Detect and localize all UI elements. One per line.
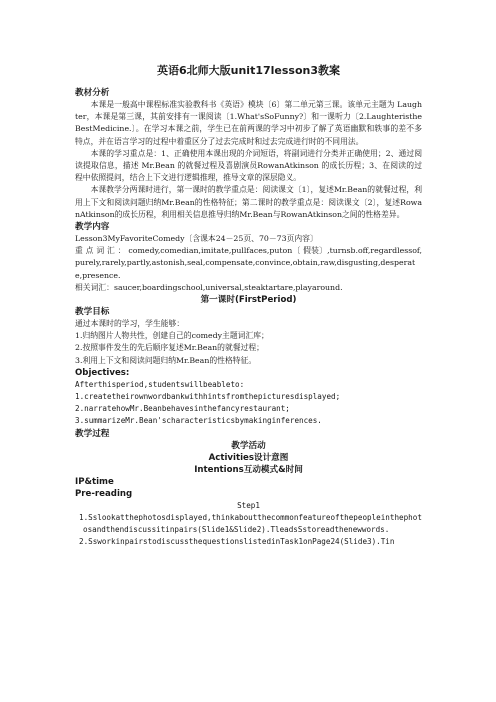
objectives-intro: Afterthisperiod,studentswillbeableto: — [75, 379, 245, 389]
goals-intro: 通过本课时的学习，学生能够： — [75, 319, 185, 329]
paragraph: 本课是一般高中课程标准实验教科书《英语》模块〔6〕第二单元第三课。该单元主题为 Laughter，本课是第三课，其前安排有一课阅读〔1.What'sSoFunny?〕和一课听力〔2.LaughteristheBestMedicine.〕。在学习本课之前，学生已在前两课的学习中初步了解了英语幽默和轶事的差不多特点，并在语言学习的过程中着重区分了过去完成时和过去完成进行时的不同用法。 — [75, 100, 422, 146]
objective-item: 1.createtheirownwordbankwithhintsfromthepicturesdisplayed; — [75, 392, 341, 402]
key-vocabulary: 重 点 词 汇 ： comedy,comedian,imitate,pullfaces,puton〔 假装〕,turnsb.off,regardlessof,purely,rarely,partly,astonish,seal,compensate,convince,obtain,raw,disgusting,desperate,presence. — [75, 246, 422, 280]
goal-item: 1.归纳图片人物共性，创建自己的comedy主题词汇库； — [75, 331, 269, 341]
section-heading-teaching-content: 教学内容 — [75, 222, 110, 233]
goal-item: 3.利用上下文和阅读问题归纳Mr.Bean的性格特征。 — [75, 355, 257, 365]
document-title: 英语6北师大版unit17lesson3教案 — [156, 64, 341, 77]
related-vocabulary: 相关词汇：saucer,boardingschool,universal,steaktartare,playaround. — [75, 282, 343, 292]
objective-item: 2.narratehowMr.Beanbehavesinthefancyrestaurant; — [75, 404, 290, 414]
pre-reading-label: Pre-reading — [75, 488, 133, 499]
ip-time-label: IP&time — [75, 476, 114, 487]
period-title: 第一课时(FirstPeriod) — [200, 295, 297, 306]
activities-header: 教学活动 — [231, 440, 266, 451]
step-item: 2.SsworkinpairstodiscussthequestionslistedinTask1onPage24(Slide3).Tin — [79, 537, 395, 547]
section-heading-textbook-analysis: 教材分析 — [75, 88, 110, 98]
intentions-header: Intentions互动模式&时间 — [194, 464, 303, 475]
step-item: 1.Sslookatthephotosdisplayed,thinkaboutthecommonfeatureofthepeopleinthephotosandthendiscussitinpairs(Slide1&Slide2).TleadsSstoreadthenewwords. — [79, 512, 422, 535]
paragraph: 本课的学习重点是：1、正确使用本课出现的介词短语，将副词进行分类并正确使用；2、通过阅读提取信息，描述 Mr.Bean 的就餐过程及喜剧演员RowanAtkinson 的成长历程；3、在阅读的过程中依照提问，结合上下文进行逻辑推理，推导文章的深层隐义。 — [75, 148, 422, 183]
objectives-heading: Objectives: — [75, 367, 130, 378]
section-heading-teaching-goals: 教学目标 — [75, 307, 110, 318]
step-label: Step1 — [237, 500, 260, 510]
paragraph: 本课教学分两课时进行，第一课时的教学重点是：阅读课文〔1〕，复述Mr.Bean的就餐过程，利用上下文和阅读问题归纳Mr.Bean的性格特征；第二课时的教学重点是：阅读课文〔2〕，复述RowanAtkinson的成长历程，利用相关信息推导归纳Mr.Bean与RowanAtkinson之间的性格差异。 — [75, 185, 422, 219]
lesson-line: Lesson3MyFavoriteComedy〔含课本24－25页、70－73页内容〕 — [75, 234, 318, 244]
goal-item: 2.按照事件发生的先后顺序复述Mr.Bean的就餐过程； — [75, 343, 264, 353]
document-page — [75, 62, 422, 548]
section-heading-teaching-process: 教学过程 — [75, 428, 110, 439]
activities-intent-header: Activities设计意图 — [208, 452, 289, 463]
objective-item: 3.summarizeMr.Bean'scharacteristicsbymakinginferences. — [75, 416, 322, 426]
